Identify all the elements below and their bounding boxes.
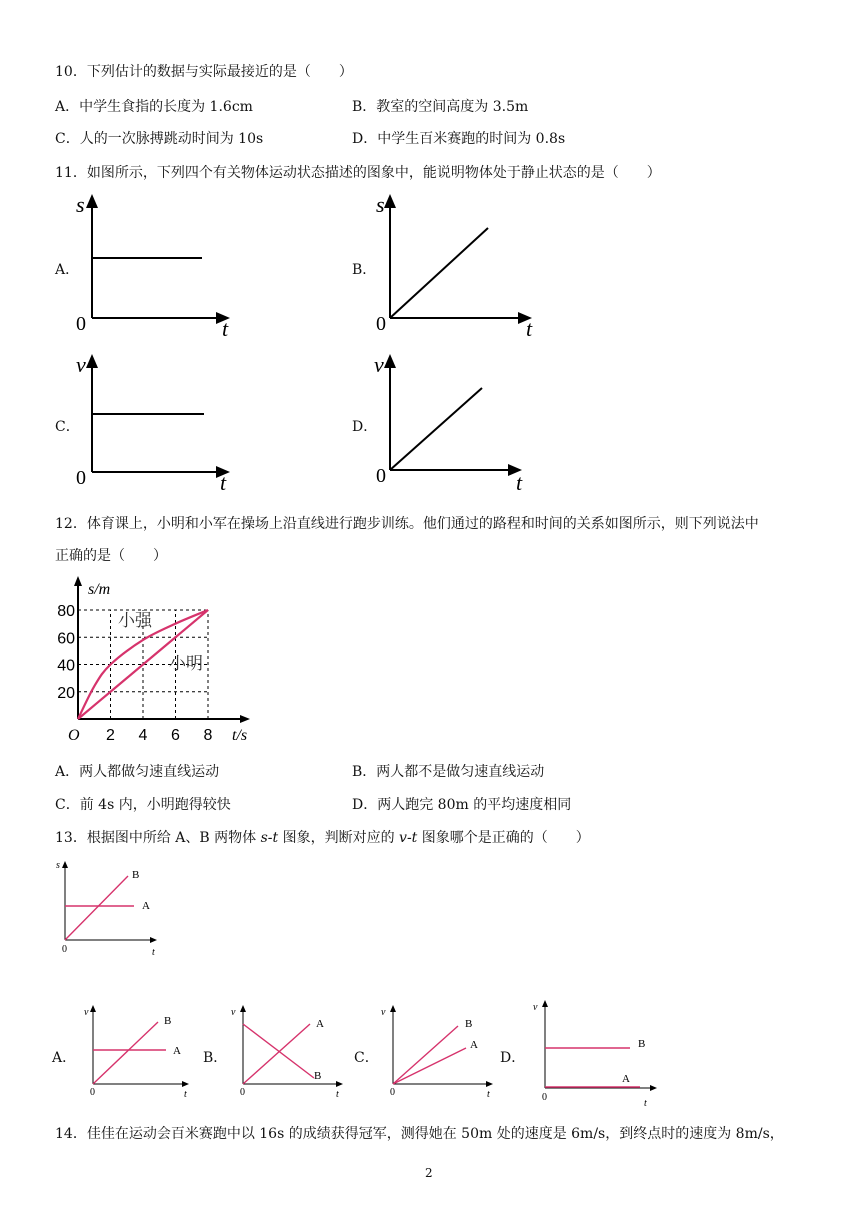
- svg-text:B: B: [132, 869, 140, 881]
- origin-label: 0: [376, 465, 386, 487]
- y-axis-label: v: [76, 352, 86, 377]
- svg-text:t: t: [336, 1089, 339, 1100]
- q11-graph-c: [70, 350, 250, 495]
- q10-option-a: A．中学生食指的长度为 1.6cm: [55, 99, 253, 115]
- x-tick-label: 4: [138, 727, 148, 744]
- svg-text:A: A: [470, 1039, 478, 1051]
- chart-x-arrow: [240, 715, 250, 723]
- origin-label: 0: [76, 313, 86, 335]
- svg-text:s: s: [56, 860, 60, 871]
- chart-y-label: s/m: [88, 581, 111, 598]
- x-arrow: [182, 1081, 189, 1087]
- q13-stem: [55, 827, 590, 847]
- q13-option-c-label: C．: [354, 1050, 379, 1066]
- line-a: [243, 1024, 310, 1084]
- x-axis-label: t: [222, 316, 229, 341]
- q12-option-c: C．前 4s 内，小明跑得较快: [55, 797, 231, 813]
- origin-label: 0: [76, 467, 86, 489]
- x-arrow: [150, 937, 157, 943]
- y-arrow: [90, 1005, 96, 1012]
- q13-option-d-label: D．: [500, 1050, 526, 1066]
- svg-text:0: 0: [542, 1092, 547, 1103]
- svg-text:0: 0: [390, 1087, 395, 1098]
- q13-stem-pre: 13．根据图中所给 A、B 两物体: [55, 830, 261, 846]
- q10-option-c: C．人的一次脉搏跳动时间为 10s: [55, 131, 264, 147]
- line-b: [393, 1026, 458, 1084]
- q10-option-d: D．中学生百米赛跑的时间为 0.8s: [352, 131, 566, 147]
- series-label-小强: 小强: [118, 611, 152, 631]
- line-a: [393, 1048, 466, 1084]
- q11-graph-a: [70, 190, 250, 340]
- x-tick-label: 6: [171, 727, 180, 744]
- q13-option-a-label: A．: [52, 1050, 77, 1066]
- y-axis-label: s: [76, 192, 85, 217]
- y-arrow: [86, 194, 98, 208]
- svg-text:v: v: [533, 1002, 538, 1013]
- svg-text:t: t: [487, 1089, 490, 1100]
- q13-stem-mid: 图象，判断对应的: [278, 830, 400, 846]
- x-tick-label: 2: [106, 727, 115, 744]
- x-arrow: [650, 1085, 657, 1091]
- q12-option-a: A．两人都做匀速直线运动: [55, 764, 220, 780]
- svg-text:t: t: [644, 1098, 647, 1109]
- q13-stem-post: 图象哪个是正确的（ ）: [417, 830, 590, 846]
- y-axis-label: v: [374, 352, 384, 377]
- svg-text:A: A: [142, 900, 150, 912]
- svg-text:0: 0: [240, 1087, 245, 1098]
- svg-text:A: A: [316, 1018, 324, 1030]
- q12-option-b: B．两人都不是做匀速直线运动: [352, 764, 545, 780]
- q13-vt-graph-b: [230, 1002, 350, 1100]
- line-b: [93, 1022, 158, 1084]
- svg-text:0: 0: [62, 944, 67, 955]
- q11-stem: 11．如图所示，下列四个有关物体运动状态描述的图象中，能说明物体处于静止状态的是（ ）: [55, 165, 661, 181]
- svg-text:B: B: [465, 1018, 473, 1030]
- q12-stem-line2: 正确的是（ ）: [55, 548, 167, 564]
- y-arrow: [384, 354, 396, 368]
- x-tick-label: 8: [203, 727, 213, 744]
- q13-vt-graph-a: [80, 1002, 200, 1100]
- svg-text:t: t: [152, 947, 155, 958]
- y-arrow: [86, 354, 98, 368]
- svg-text:0: 0: [90, 1087, 95, 1098]
- q13-vt-graph-d: [528, 996, 668, 1109]
- q12-st-chart: [48, 572, 268, 752]
- svg-text:B: B: [164, 1015, 172, 1027]
- x-axis-label: t: [220, 470, 227, 495]
- q14-stem: 14．佳佳在运动会百米赛跑中以 16s 的成绩获得冠军，测得她在 50m 处的速度是 6m/s，到终点时的速度为 8m/s，: [55, 1126, 784, 1142]
- y-arrow: [542, 1000, 548, 1007]
- y-axis-label: s: [376, 192, 385, 217]
- q13-vt-graph-c: [380, 1002, 500, 1100]
- q13-stem-vt: v-t: [399, 830, 418, 846]
- svg-text:v: v: [381, 1007, 386, 1018]
- y-arrow: [240, 1005, 246, 1012]
- y-tick-label: 20: [57, 684, 75, 702]
- q13-option-b-label: B．: [203, 1050, 228, 1066]
- svg-text:v: v: [231, 1007, 236, 1018]
- svg-text:B: B: [638, 1038, 646, 1050]
- q11-option-b-label: B．: [352, 262, 377, 278]
- origin-label: 0: [376, 313, 386, 335]
- svg-text:B: B: [314, 1070, 322, 1082]
- q11-option-d-label: D．: [352, 419, 378, 435]
- svg-text:t: t: [184, 1089, 187, 1100]
- svg-text:A: A: [622, 1073, 630, 1085]
- chart-origin-label: O: [68, 727, 80, 744]
- q12-option-d: D．两人跑完 80m 的平均速度相同: [352, 797, 572, 813]
- chart-x-label: t/s: [232, 727, 248, 744]
- y-tick-label: 80: [57, 603, 75, 620]
- svg-text:v: v: [84, 1007, 89, 1018]
- page-number: 2: [425, 1166, 433, 1180]
- series-label-小明: 小明: [169, 654, 203, 674]
- q12-stem-line1: 12．体育课上，小明和小军在操场上沿直线进行跑步训练。他们通过的路程和时间的关系如图所示，则下列说法中: [55, 516, 759, 532]
- q11-option-c-label: C．: [55, 419, 80, 435]
- x-axis-label: t: [526, 316, 533, 341]
- graph-line: [390, 388, 482, 470]
- q13-stem-st: s-t: [260, 830, 279, 846]
- q13-st-graph: [52, 858, 172, 958]
- x-arrow: [486, 1081, 493, 1087]
- chart-y-arrow: [74, 576, 82, 586]
- q10-stem: 10．下列估计的数据与实际最接近的是（ ）: [55, 64, 353, 80]
- q11-option-a-label: A．: [55, 262, 80, 278]
- y-tick-label: 60: [57, 630, 75, 648]
- line-b: [243, 1024, 314, 1078]
- line-b: [65, 876, 128, 940]
- graph-line: [390, 228, 488, 318]
- y-arrow: [390, 1005, 396, 1012]
- y-arrow: [384, 194, 396, 208]
- x-arrow: [336, 1081, 343, 1087]
- q11-graph-d: [370, 350, 550, 495]
- q11-graph-b: [370, 190, 550, 340]
- x-axis-label: t: [516, 470, 523, 495]
- svg-text:A: A: [173, 1045, 181, 1057]
- q10-option-b: B．教室的空间高度为 3.5m: [352, 99, 529, 115]
- y-arrow: [62, 861, 68, 868]
- y-tick-label: 40: [57, 657, 75, 675]
